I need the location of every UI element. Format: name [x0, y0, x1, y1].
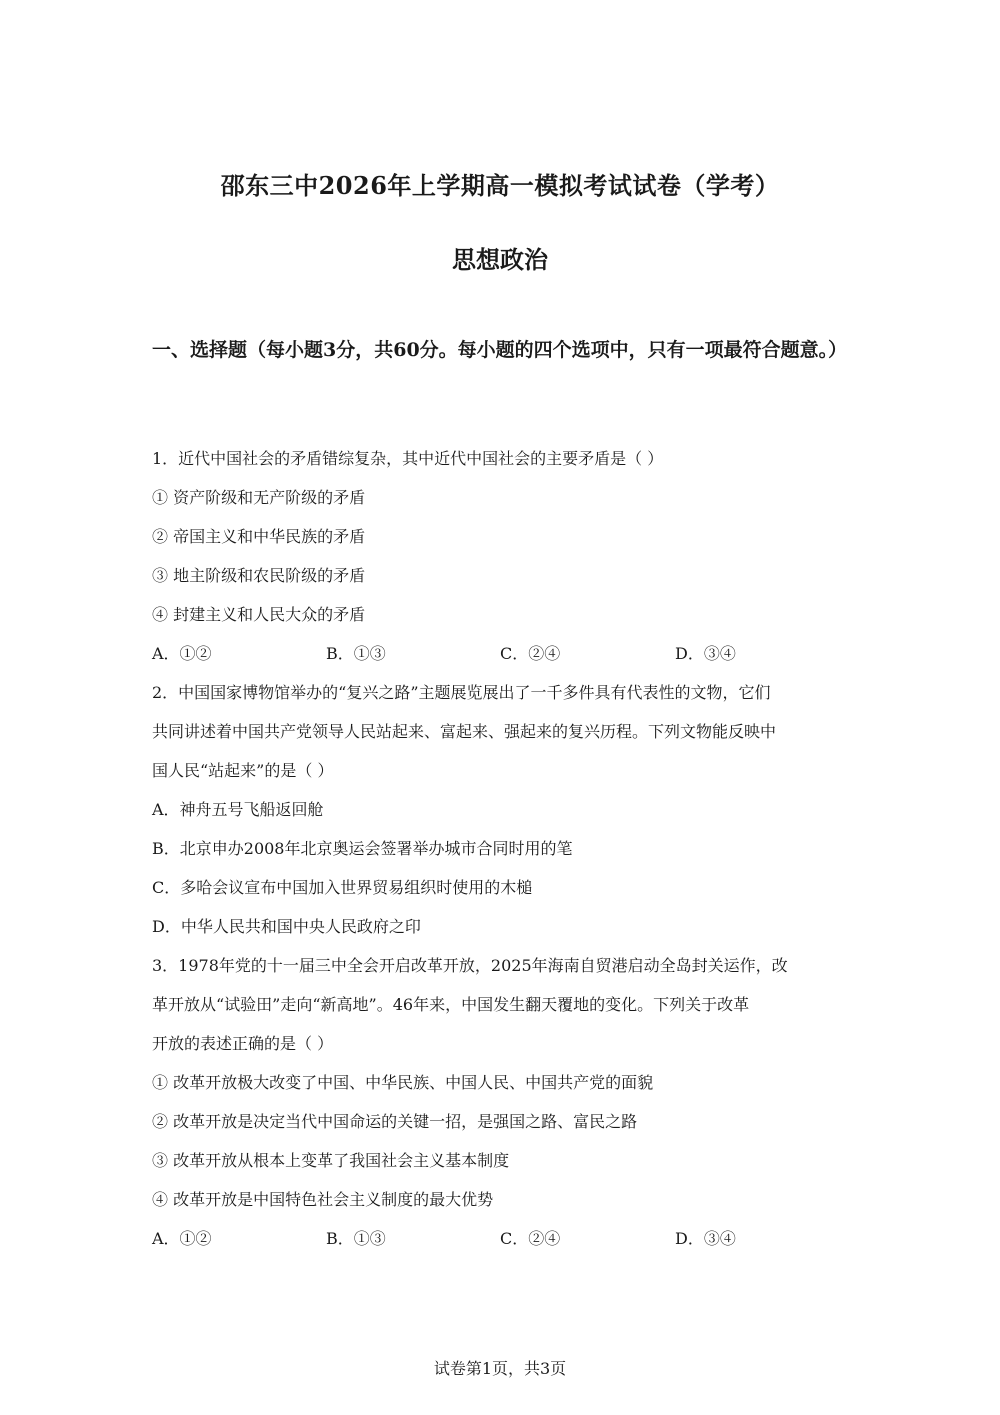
option-b[interactable]: B．①③	[326, 644, 386, 663]
choice-b[interactable]: B．北京申办2008年北京奥运会签署举办城市合同时用的笔	[152, 839, 573, 858]
option-d[interactable]: D．③④	[675, 1229, 736, 1248]
option-b[interactable]: B．①③	[326, 1229, 386, 1248]
question-stem-line-2: 共同讲述着中国共产党领导人民站起来、富起来、强起来的复兴历程。下列文物能反映中	[152, 722, 777, 741]
statement-4: ④ 封建主义和人民大众的矛盾	[152, 605, 366, 624]
section-heading: 一、选择题（每小题3分，共60分。每小题的四个选项中，只有一项最符合题意。）	[152, 339, 848, 361]
answer-options	[152, 1224, 852, 1263]
question-stem-line-2: 革开放从“试验田”走向“新高地”。46年来，中国发生翻天覆地的变化。下列关于改革	[152, 995, 750, 1014]
choice-d[interactable]: D．中华人民共和国中央人民政府之印	[152, 917, 421, 936]
question-stem: 1．近代中国社会的矛盾错综复杂，其中近代中国社会的主要矛盾是（ ）	[152, 449, 664, 468]
question-stem-line-1: 3．1978年党的十一届三中全会开启改革开放，2025年海南自贸港启动全岛封关运作，改	[152, 956, 788, 975]
question-1	[152, 444, 852, 678]
answer-options	[152, 639, 852, 678]
question-3	[152, 951, 852, 1263]
statement-3: ③ 改革开放从根本上变革了我国社会主义基本制度	[152, 1151, 510, 1170]
statement-3: ③ 地主阶级和农民阶级的矛盾	[152, 566, 366, 585]
question-list	[152, 444, 852, 1263]
question-stem-line-3: 开放的表述正确的是（ ）	[152, 1034, 334, 1053]
option-c[interactable]: C．②④	[500, 1229, 561, 1248]
statement-4: ④ 改革开放是中国特色社会主义制度的最大优势	[152, 1190, 494, 1209]
question-2	[152, 678, 852, 951]
option-c[interactable]: C．②④	[500, 644, 561, 663]
question-stem-line-1: 2．中国国家博物馆举办的“复兴之路”主题展览展出了一千多件具有代表性的文物，它们	[152, 683, 771, 702]
option-a[interactable]: A．①②	[152, 644, 212, 663]
question-stem-line-3: 国人民“站起来”的是（ ）	[152, 761, 334, 780]
statement-2: ② 改革开放是决定当代中国命运的关键一招，是强国之路、富民之路	[152, 1112, 638, 1131]
option-a[interactable]: A．①②	[152, 1229, 212, 1248]
choice-c[interactable]: C．多哈会议宣布中国加入世界贸易组织时使用的木槌	[152, 878, 533, 897]
option-d[interactable]: D．③④	[675, 644, 736, 663]
page-footer: 试卷第1页，共3页	[433, 1359, 567, 1378]
choice-a[interactable]: A．神舟五号飞船返回舱	[152, 800, 324, 819]
subject-title: 思想政治	[452, 245, 548, 274]
statement-1: ① 资产阶级和无产阶级的矛盾	[152, 488, 366, 507]
statement-2: ② 帝国主义和中华民族的矛盾	[152, 527, 366, 546]
exam-title: 邵东三中2026年上学期高一模拟考试试卷（学考）	[220, 171, 780, 200]
statement-1: ① 改革开放极大改变了中国、中华民族、中国人民、中国共产党的面貌	[152, 1073, 654, 1092]
